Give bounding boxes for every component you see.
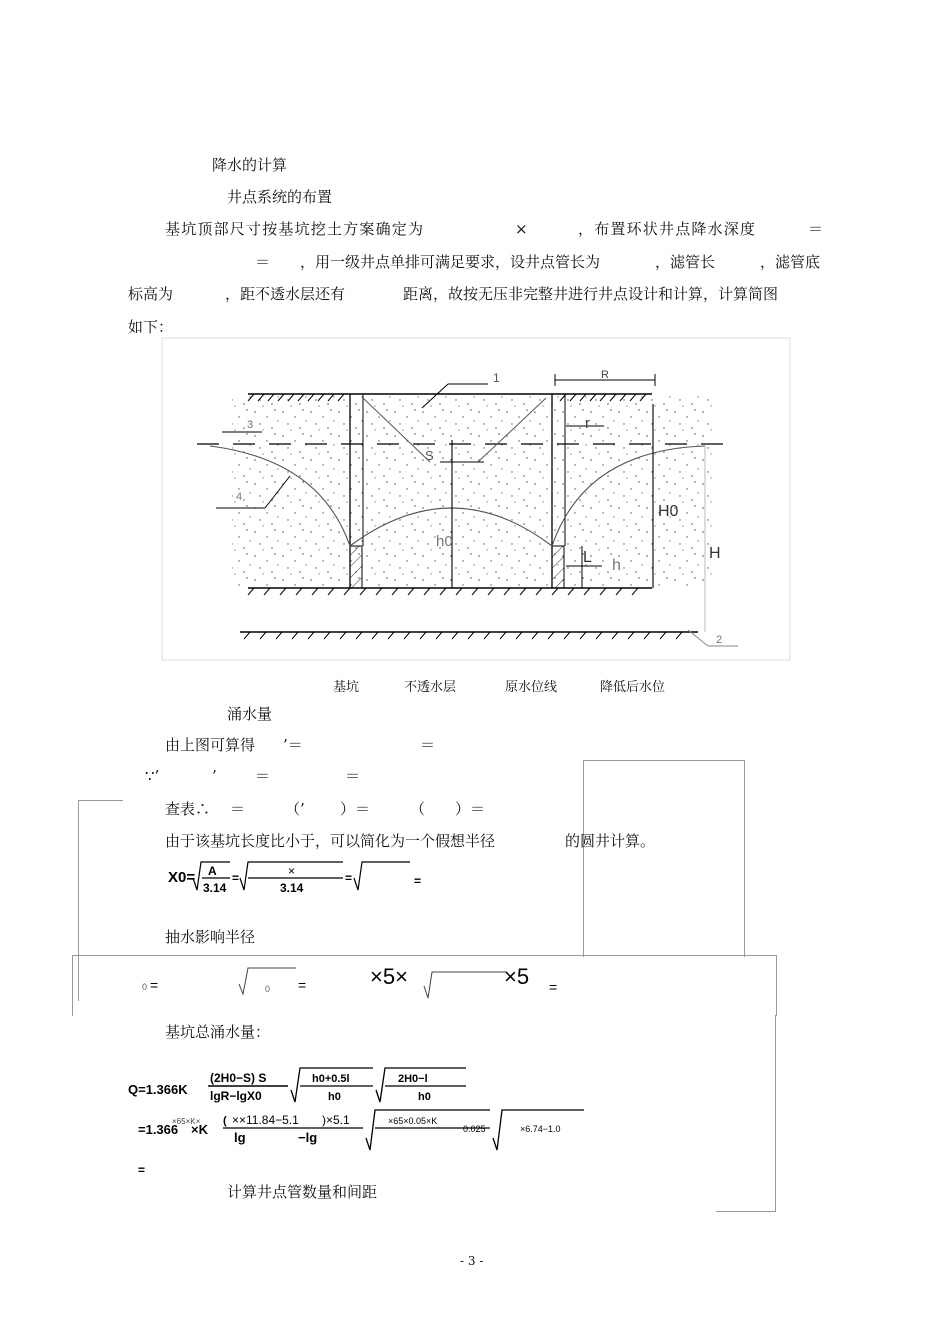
para1-line1-a: 基坑顶部尺寸按基坑挖土方案确定为 — [165, 220, 425, 238]
label-R: R — [601, 369, 609, 381]
svg-text:h0+0.5l: h0+0.5l — [312, 1073, 350, 1085]
calc-line2-c: ＝ — [255, 767, 271, 785]
left-filter — [350, 546, 362, 588]
calc-line1-a: 由上图可算得 — [165, 736, 256, 754]
para1-line1-b: × — [515, 220, 528, 238]
calc-line5: 抽水影响半径 — [165, 928, 256, 946]
svg-text:×65×0.05×K: ×65×0.05×K — [388, 1116, 438, 1126]
right-filter — [552, 546, 564, 588]
calc-line1-c: ＝ — [420, 736, 436, 754]
svg-text:×K: ×K — [191, 1122, 208, 1137]
calc-line4-b: 的圆井计算。 — [565, 832, 656, 850]
page-number: - 3 - — [460, 1254, 484, 1268]
heading-dewatering-calc: 降水的计算 — [212, 156, 288, 174]
svg-text:0: 0 — [142, 982, 148, 992]
r-formula — [142, 960, 572, 1000]
label-r: r — [585, 415, 590, 432]
svg-text:−lg: −lg — [298, 1130, 318, 1145]
svg-text:3.14: 3.14 — [280, 881, 304, 895]
heading-wellpoint-layout: 井点系统的布置 — [227, 188, 333, 206]
label-S: S — [425, 448, 434, 463]
para1-line2-b: ，用一级井点单排可满足要求，设井点管长为 — [300, 253, 601, 271]
svg-text:3.14: 3.14 — [203, 881, 227, 895]
svg-text:=: = — [549, 979, 558, 995]
calc-line2-d: ＝ — [345, 767, 361, 785]
label-4: 4 — [236, 491, 243, 503]
svg-text:=1.366: =1.366 — [138, 1122, 179, 1137]
svg-text:A: A — [208, 864, 217, 878]
legend-lowered-water: 降低后水位 — [600, 680, 666, 695]
calc-frame-4 — [716, 1015, 776, 1212]
calc-line3-f: ）＝ — [455, 800, 486, 818]
x0-formula — [168, 858, 468, 898]
svg-text:××11.84−5.1: ××11.84−5.1 — [232, 1113, 299, 1127]
calc-line3-e: （ — [410, 800, 426, 818]
para1-line2-a: ＝ — [255, 253, 271, 271]
label-h: h — [612, 557, 621, 574]
soil-fill — [232, 396, 712, 586]
calc-line2-b: ’ — [212, 767, 217, 785]
svg-text:h0: h0 — [418, 1091, 431, 1103]
svg-text:=: = — [345, 871, 353, 885]
calc-line4: 由于该基坑长度比小于，可以简化为一个假想半径 — [165, 832, 496, 850]
svg-text:X0=: X0= — [168, 869, 196, 886]
svg-text:)×5.1: )×5.1 — [322, 1113, 350, 1127]
heading-water-inflow: 涌水量 — [227, 705, 273, 723]
svg-text:×5: ×5 — [504, 964, 530, 989]
label-H: H — [709, 545, 721, 562]
calc-line6: 基坑总涌水量： — [165, 1023, 271, 1041]
svg-text:=: = — [298, 977, 307, 993]
calc-line3-a: 查表∴ — [165, 800, 211, 818]
svg-text:=: = — [150, 977, 159, 993]
calc-line3-b: ＝ — [230, 800, 246, 818]
svg-text:Q=1.366K: Q=1.366K — [128, 1082, 188, 1097]
label-H0: H0 — [658, 503, 679, 520]
svg-text:h0: h0 — [328, 1091, 341, 1103]
heading-wellpoint-count: 计算井点管数量和间距 — [227, 1183, 378, 1201]
para1-line4: 如下： — [128, 318, 174, 336]
label-2: 2 — [716, 634, 723, 646]
label-1: 1 — [493, 371, 500, 385]
svg-text:0.025: 0.025 — [463, 1124, 486, 1134]
wellpoint-diagram — [0, 0, 950, 670]
para1-line3-c: 距离，故按无压非完整井进行井点设计和计算，计算简图 — [403, 285, 779, 303]
calc-line1-b: ’＝ — [283, 736, 303, 754]
svg-text:×65×K×: ×65×K× — [172, 1117, 201, 1126]
calc-line2-a: ∵’ — [145, 767, 160, 785]
svg-text:×6.74−1.0: ×6.74−1.0 — [520, 1124, 561, 1134]
label-L: L — [583, 549, 592, 566]
para1-line3-b: ，距不透水层还有 — [225, 285, 346, 303]
svg-text:(: ( — [223, 1115, 227, 1127]
svg-text:2H0−l: 2H0−l — [398, 1073, 428, 1085]
label-h0: h0 — [436, 533, 453, 550]
para1-line1-d: ＝ — [808, 220, 824, 238]
svg-text:lgR−lgX0: lgR−lgX0 — [210, 1089, 262, 1103]
calc-frame-2 — [583, 760, 745, 957]
svg-text:lg: lg — [234, 1130, 246, 1145]
svg-text:=: = — [414, 874, 422, 888]
calc-line3-c: （’ — [285, 800, 305, 818]
legend-impervious: 不透水层 — [404, 680, 457, 695]
svg-text:×5×: ×5× — [370, 964, 408, 989]
calc-line3-d: ）＝ — [340, 800, 371, 818]
para1-line3-a: 标高为 — [128, 285, 174, 303]
svg-text:(2H0−S) S: (2H0−S) S — [210, 1071, 267, 1085]
svg-text:×: × — [288, 864, 296, 878]
legend-pit: 基坑 — [333, 680, 360, 695]
svg-text:=: = — [138, 1163, 146, 1177]
svg-text:=: = — [232, 871, 240, 885]
q-formula — [128, 1062, 608, 1182]
label-3: 3 — [247, 419, 254, 431]
para1-line2-c: ，滤管长 — [655, 253, 716, 271]
svg-text:0: 0 — [265, 984, 271, 994]
para1-line1-c: ，布置环状井点降水深度 — [578, 220, 757, 238]
legend-original-water: 原水位线 — [505, 680, 558, 695]
para1-line2-d: ，滤管底 — [760, 253, 821, 271]
